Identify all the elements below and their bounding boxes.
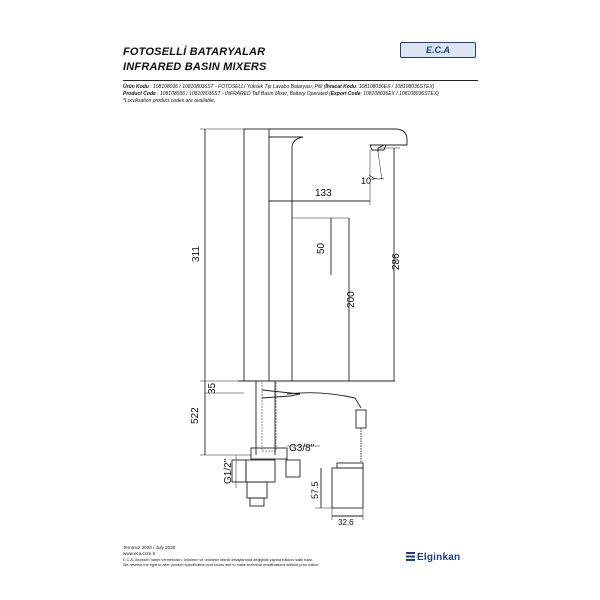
info-line-2-value: : 108108036 / 108108036ST - INFRARED Tall Basin Mixer, Battery Operated ( [157,91,331,97]
dim-35-label: 35 [207,382,218,394]
angle-valve-body [246,460,275,482]
info-line-1-bold: İhracat Kodu [325,84,356,90]
dim-286-label: 286 [391,253,402,270]
angle-valve-outlet [286,460,300,477]
dim-326-label: 32.6 [338,518,354,527]
info-line-2-bold: Export Code [330,91,361,97]
eca-logo: E.C.A [400,42,476,58]
footer-note-en: We reserve the right to alter product specification and colors and to make technical modifications without prior notice. [123,563,320,567]
battery-box [332,468,363,508]
info-line-1-value: : 108108036 / 108108036ST - FOTOSELLİ Yüksek Tip Lavabo Bataryası, Pilli ( [150,84,326,90]
dim-10-label: 10° [361,176,375,186]
elginkan-brand [406,552,460,563]
info-line-2-label: Product Code [123,91,156,97]
info-line-3: *Localisation product codes are available. [123,98,216,104]
angle-valve-inlet [232,460,246,482]
mixer-body [244,129,269,381]
spout-inner [269,137,303,187]
fixing-plate [262,390,300,398]
dim-g12-label: G1/2" [223,458,234,484]
spout-top [269,129,407,152]
footer-note-tr: E.C.A. önceden haber vermeksizin, ürünlerin ve ürünlerin teknik detaylarında değişiklik yapma hakkını saklı tutar. [123,558,313,562]
brand-name: Elginkan [417,552,461,563]
dim-50-label: 50 [316,242,327,254]
angle-valve-handle [250,498,264,506]
angle-ray [378,152,382,180]
angle-valve-nut [247,482,267,498]
elginkan-logo-icon [406,552,415,561]
info-line-1-tail: : 108108036EX / 108108036STEX) [355,84,435,90]
title-tr: FOTOSELLİ BATARYALAR [123,46,266,58]
title-en: INFRARED BASIN MIXERS [123,61,267,73]
battery-box-lid [337,463,363,468]
info-line-1-label: Ürün Kodu [123,84,149,90]
dim-311-label: 311 [191,246,202,262]
cable-connector [356,410,366,428]
footer-url: www.eca.com.tr [123,551,156,556]
dim-200-label: 200 [346,291,357,308]
dim-g38-label: G3/8" [289,443,315,454]
dim-575-label: 57.5 [310,481,320,499]
dim-522-label: 522 [190,407,201,424]
sensor-cable [287,393,361,408]
info-line-2-tail: : 108108036EX / 108108036STEX) [360,91,439,97]
dim-133-label: 133 [315,188,332,199]
footer-date: Temmuz 2020 / July 2020 [123,545,176,550]
